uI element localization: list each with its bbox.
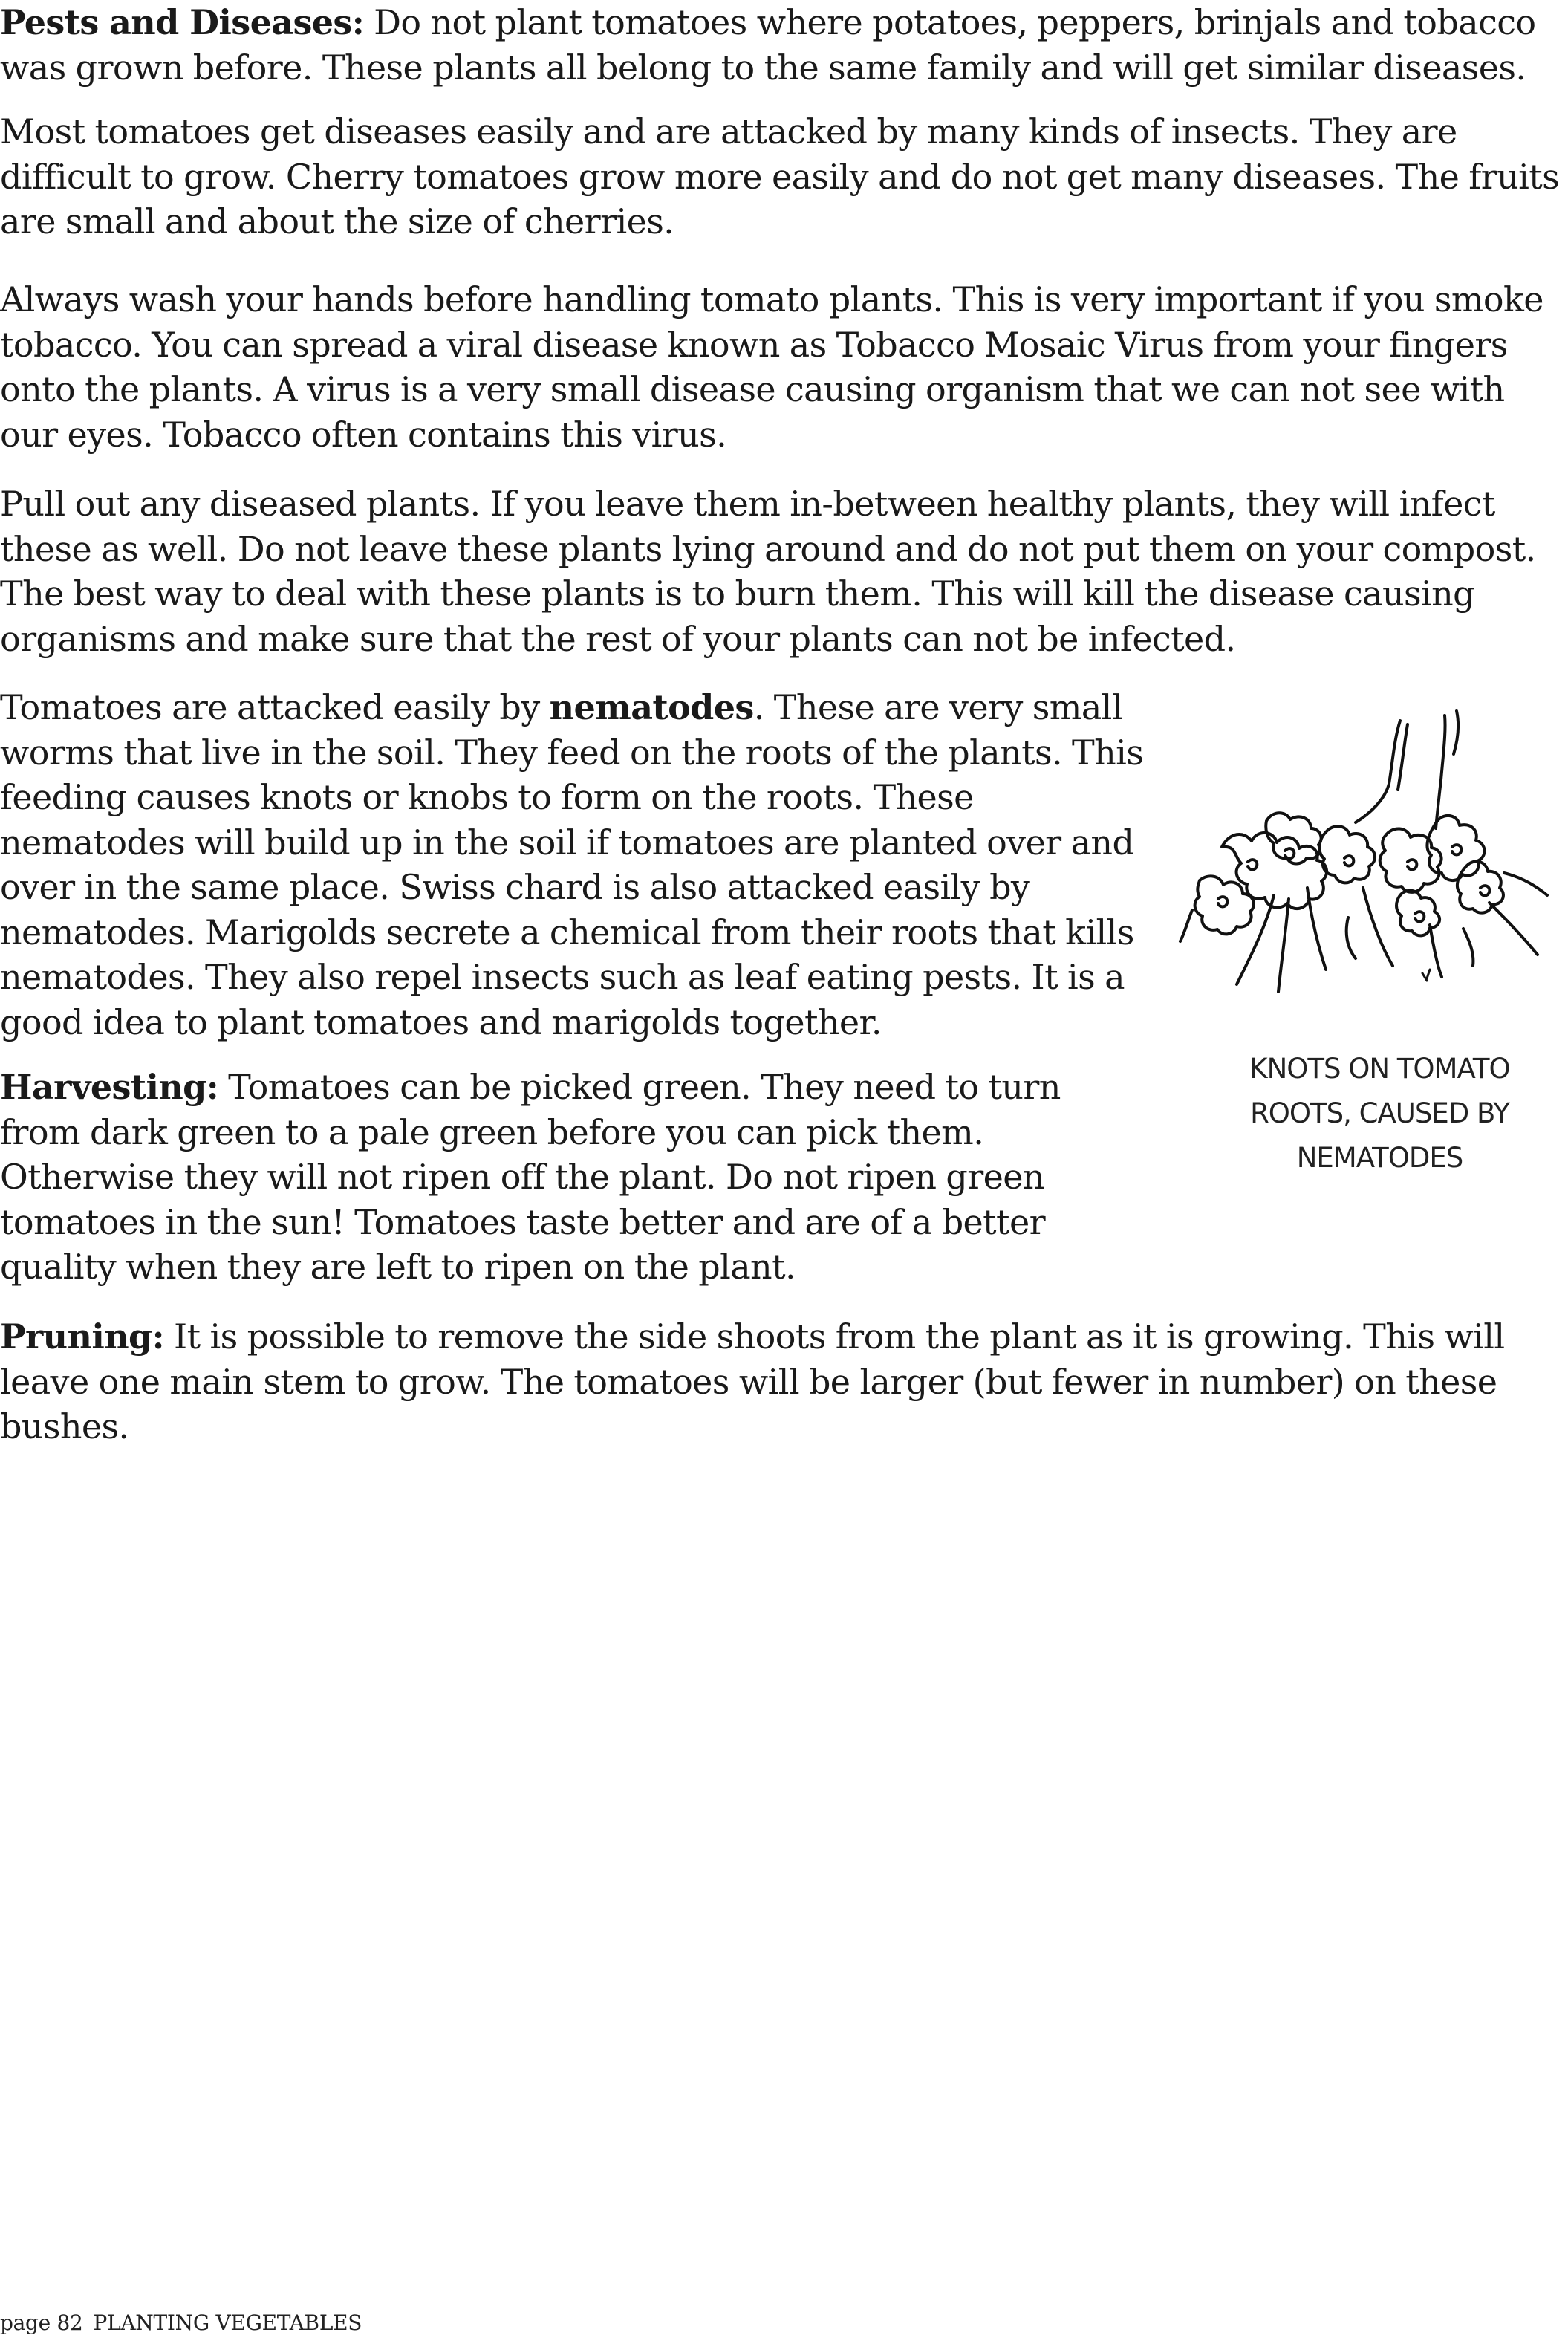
page-number: page 82 — [0, 2311, 83, 2335]
section-title: PLANTING VEGETABLES — [93, 2311, 362, 2335]
paragraph-wash-hands — [0, 277, 1566, 457]
heading-harvesting: Harvesting: — [0, 1067, 219, 1107]
paragraph-text: Most tomatoes get diseases easily and are attacked by many kinds of insects. They are difficult to grow. Cherry tomatoes grow more easily and do not get many diseases. The fruits are small and about the size of cherries. — [0, 111, 1560, 241]
paragraph-text: Always wash your hands before handling tomato plants. This is very important if you smoke tobacco. You can spread a viral disease known as Tobacco Mosaic Virus from your fingers onto the plants. A virus is a very small disease causing organism that we can not see with our eyes. Tobacco often contains this virus. — [0, 279, 1543, 455]
paragraph-pruning — [0, 1314, 1566, 1449]
paragraph-diseased-plants — [0, 481, 1566, 661]
paragraph-harvesting — [0, 1065, 1148, 1290]
paragraph-cherry-tomatoes — [0, 109, 1566, 244]
figure-caption — [1174, 1047, 1568, 1181]
paragraph-text: Pull out any diseased plants. If you leave them in-between healthy plants, they will infect these as well. Do not leave these plants lying around and do not put them on your compost. The best way to deal with these plants is to burn them. This will kill the disease causing organisms and make sure that the rest of your plants can not be infected. — [0, 484, 1536, 659]
tomato-root-knots-illustration — [1177, 709, 1552, 1003]
paragraph-nematodes — [0, 685, 1148, 1045]
caption-line: KNOTS ON TOMATO — [1249, 1053, 1510, 1085]
paragraph-text: Tomatoes are attacked easily by — [0, 687, 550, 727]
heading-pests-and-diseases: Pests and Diseases: — [0, 2, 365, 42]
page-footer — [0, 2311, 362, 2336]
paragraph-text: It is possible to remove the side shoots from the plant as it is growing. This will leave one main stem to grow. The tomatoes will be larger (but fewer in number) on these bushes. — [0, 1316, 1505, 1446]
term-nematodes: nematodes — [549, 687, 754, 727]
caption-line: NEMATODES — [1296, 1142, 1463, 1174]
paragraph-pests-and-diseases — [0, 0, 1566, 90]
paragraph-text: Tomatoes can be picked green. They need to turn from dark green to a pale green before you can pick them. Otherwise they will not ripen off the plant. Do not ripen green tomatoes in the sun! Tomatoes taste better and are of a better quality when they are left to ripen on the plant. — [0, 1067, 1061, 1287]
paragraph-text: Do not plant tomatoes where potatoes, peppers, brinjals and tobacco was grown before. These plants all belong to the same family and will get similar diseases. — [0, 2, 1536, 88]
paragraph-text: . These are very small worms that live in the soil. They feed on the roots of the plants. This feeding causes knots or knobs to form on the roots. These nematodes will build up in the soil if tomatoes are planted over and over in the same place. Swiss chard is also attacked easily by nematodes. Marigolds secrete a chemical from their roots that kills nematodes. They also repel insects such as leaf eating pests. It is a good idea to plant tomatoes and marigolds together. — [0, 687, 1144, 1042]
caption-line: ROOTS, CAUSED BY — [1250, 1097, 1509, 1129]
heading-pruning: Pruning: — [0, 1316, 164, 1357]
